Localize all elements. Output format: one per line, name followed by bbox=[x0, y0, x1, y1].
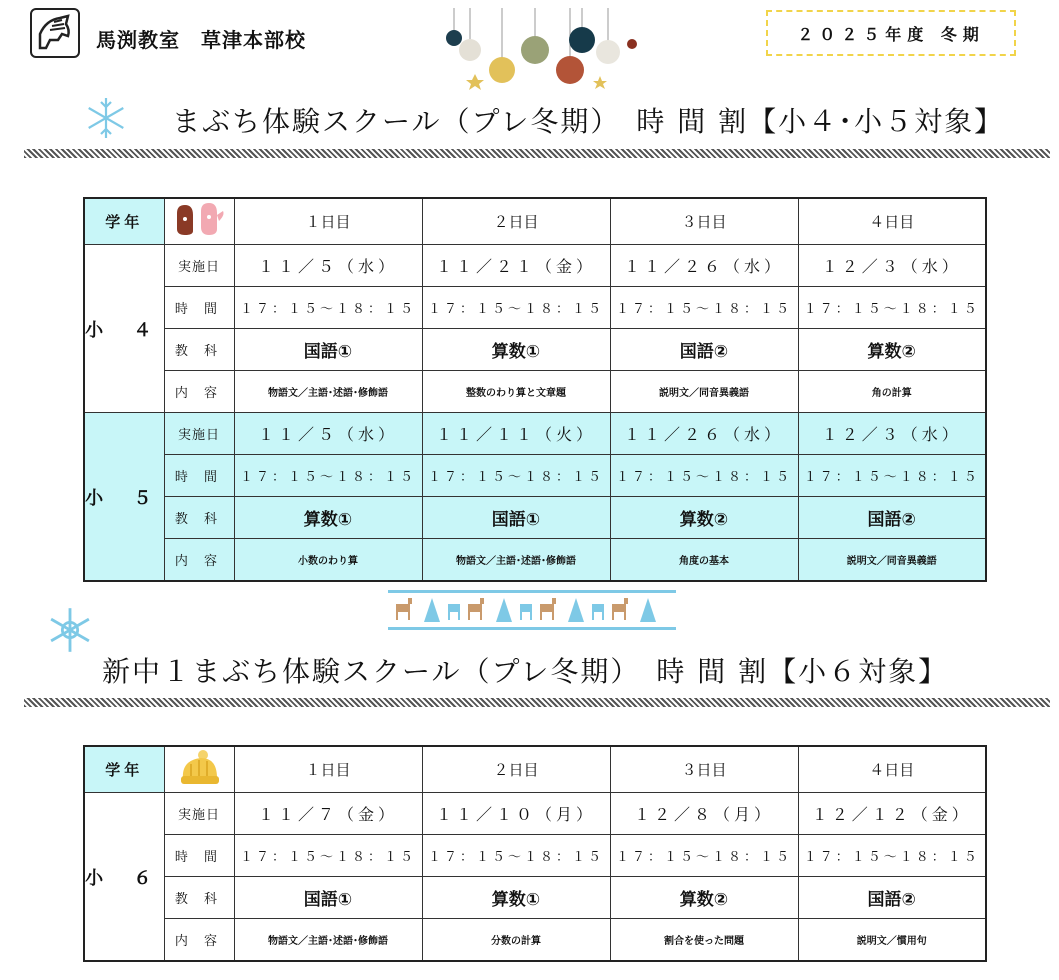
date-cell: １２／１２（金） bbox=[798, 793, 986, 835]
content-cell: 角の計算 bbox=[798, 371, 986, 413]
date-cell: １２／３（水） bbox=[798, 245, 986, 287]
time-cell: １７：１５～１８：１５ bbox=[798, 287, 986, 329]
school-name: 馬渕教室 草津本部校 bbox=[96, 28, 306, 52]
title-divider bbox=[24, 698, 1050, 707]
row-label-subject: 教 科 bbox=[164, 497, 234, 539]
row-label-date: 実施日 bbox=[164, 413, 234, 455]
content-cell: 整数のわり算と文章題 bbox=[422, 371, 610, 413]
mittens-icon bbox=[164, 198, 234, 245]
day-header: ２日目 bbox=[422, 198, 610, 245]
content-cell: 物語文／主語･述語･修飾語 bbox=[234, 371, 422, 413]
content-cell: 説明文／慣用句 bbox=[798, 919, 986, 962]
time-cell: １７：１５～１８：１５ bbox=[422, 835, 610, 877]
time-cell: １７：１５～１８：１５ bbox=[234, 455, 422, 497]
time-cell: １７：１５～１８：１５ bbox=[610, 287, 798, 329]
day-header: ３日目 bbox=[610, 746, 798, 793]
snowflake-icon bbox=[84, 96, 128, 140]
row-label-time: 時 間 bbox=[164, 287, 234, 329]
subject-cell: 国語① bbox=[234, 877, 422, 919]
row-label-date: 実施日 bbox=[164, 793, 234, 835]
timetable-grade4-5 bbox=[83, 197, 987, 582]
date-cell: １１／２１（金） bbox=[422, 245, 610, 287]
content-cell: 説明文／同音異義語 bbox=[610, 371, 798, 413]
season-badge bbox=[766, 10, 1016, 56]
date-cell: １１／７（金） bbox=[234, 793, 422, 835]
subject-cell: 算数② bbox=[610, 497, 798, 539]
day-header: ４日目 bbox=[798, 198, 986, 245]
subject-cell: 算数① bbox=[422, 329, 610, 371]
content-cell: 物語文／主語･述語･修飾語 bbox=[422, 539, 610, 582]
date-cell: １１／１１（火） bbox=[422, 413, 610, 455]
row-label-date: 実施日 bbox=[164, 245, 234, 287]
content-cell: 説明文／同音異義語 bbox=[798, 539, 986, 582]
ornaments-icon bbox=[440, 8, 640, 90]
time-cell: １７：１５～１８：１５ bbox=[798, 835, 986, 877]
date-cell: １１／５（水） bbox=[234, 245, 422, 287]
time-cell: １７：１５～１８：１５ bbox=[234, 835, 422, 877]
time-cell: １７：１５～１８：１５ bbox=[234, 287, 422, 329]
date-cell: １１／２６（水） bbox=[610, 245, 798, 287]
date-cell: １２／３（水） bbox=[798, 413, 986, 455]
content-cell: 分数の計算 bbox=[422, 919, 610, 962]
content-cell: 角度の基本 bbox=[610, 539, 798, 582]
date-cell: １１／５（水） bbox=[234, 413, 422, 455]
section1-title: まぶち体験スクール（プレ冬期） 時 間 割【小４･小５対象】 bbox=[172, 105, 1005, 138]
grade-label: 小 ６ bbox=[84, 793, 164, 962]
snowflake-icon bbox=[46, 606, 94, 654]
subject-cell: 国語② bbox=[610, 329, 798, 371]
time-cell: １７：１５～１８：１５ bbox=[610, 835, 798, 877]
subject-cell: 算数② bbox=[798, 329, 986, 371]
day-header: ４日目 bbox=[798, 746, 986, 793]
subject-cell: 算数① bbox=[234, 497, 422, 539]
time-cell: １７：１５～１８：１５ bbox=[422, 287, 610, 329]
date-cell: １２／８（月） bbox=[610, 793, 798, 835]
date-cell: １１／１０（月） bbox=[422, 793, 610, 835]
row-label-content: 内 容 bbox=[164, 919, 234, 962]
row-label-time: 時 間 bbox=[164, 455, 234, 497]
reindeer-strip-icon bbox=[388, 590, 676, 630]
row-label-content: 内 容 bbox=[164, 371, 234, 413]
subject-cell: 国語② bbox=[798, 497, 986, 539]
time-cell: １７：１５～１８：１５ bbox=[422, 455, 610, 497]
date-cell: １１／２６（水） bbox=[610, 413, 798, 455]
row-label-content: 内 容 bbox=[164, 539, 234, 582]
grade-header: 学年 bbox=[84, 746, 164, 793]
horse-logo-icon bbox=[30, 8, 80, 58]
subject-cell: 算数① bbox=[422, 877, 610, 919]
subject-cell: 算数② bbox=[610, 877, 798, 919]
row-label-subject: 教 科 bbox=[164, 877, 234, 919]
day-header: １日目 bbox=[234, 198, 422, 245]
season-text: ２０２５年度 冬期 bbox=[797, 24, 985, 44]
row-label-subject: 教 科 bbox=[164, 329, 234, 371]
subject-cell: 国語① bbox=[234, 329, 422, 371]
content-cell: 割合を使った問題 bbox=[610, 919, 798, 962]
row-label-time: 時 間 bbox=[164, 835, 234, 877]
subject-cell: 国語① bbox=[422, 497, 610, 539]
subject-cell: 国語② bbox=[798, 877, 986, 919]
timetable-grade6 bbox=[83, 745, 987, 962]
knit-hat-icon bbox=[164, 746, 234, 793]
time-cell: １７：１５～１８：１５ bbox=[610, 455, 798, 497]
grade-label: 小 ５ bbox=[84, 413, 164, 582]
section2-title: 新中１まぶち体験スクール（プレ冬期） 時 間 割【小６対象】 bbox=[102, 655, 949, 688]
day-header: １日目 bbox=[234, 746, 422, 793]
grade-header: 学年 bbox=[84, 198, 164, 245]
day-header: ３日目 bbox=[610, 198, 798, 245]
content-cell: 物語文／主語･述語･修飾語 bbox=[234, 919, 422, 962]
content-cell: 小数のわり算 bbox=[234, 539, 422, 582]
title-divider bbox=[24, 149, 1050, 158]
grade-label: 小 ４ bbox=[84, 245, 164, 413]
day-header: ２日目 bbox=[422, 746, 610, 793]
time-cell: １７：１５～１８：１５ bbox=[798, 455, 986, 497]
